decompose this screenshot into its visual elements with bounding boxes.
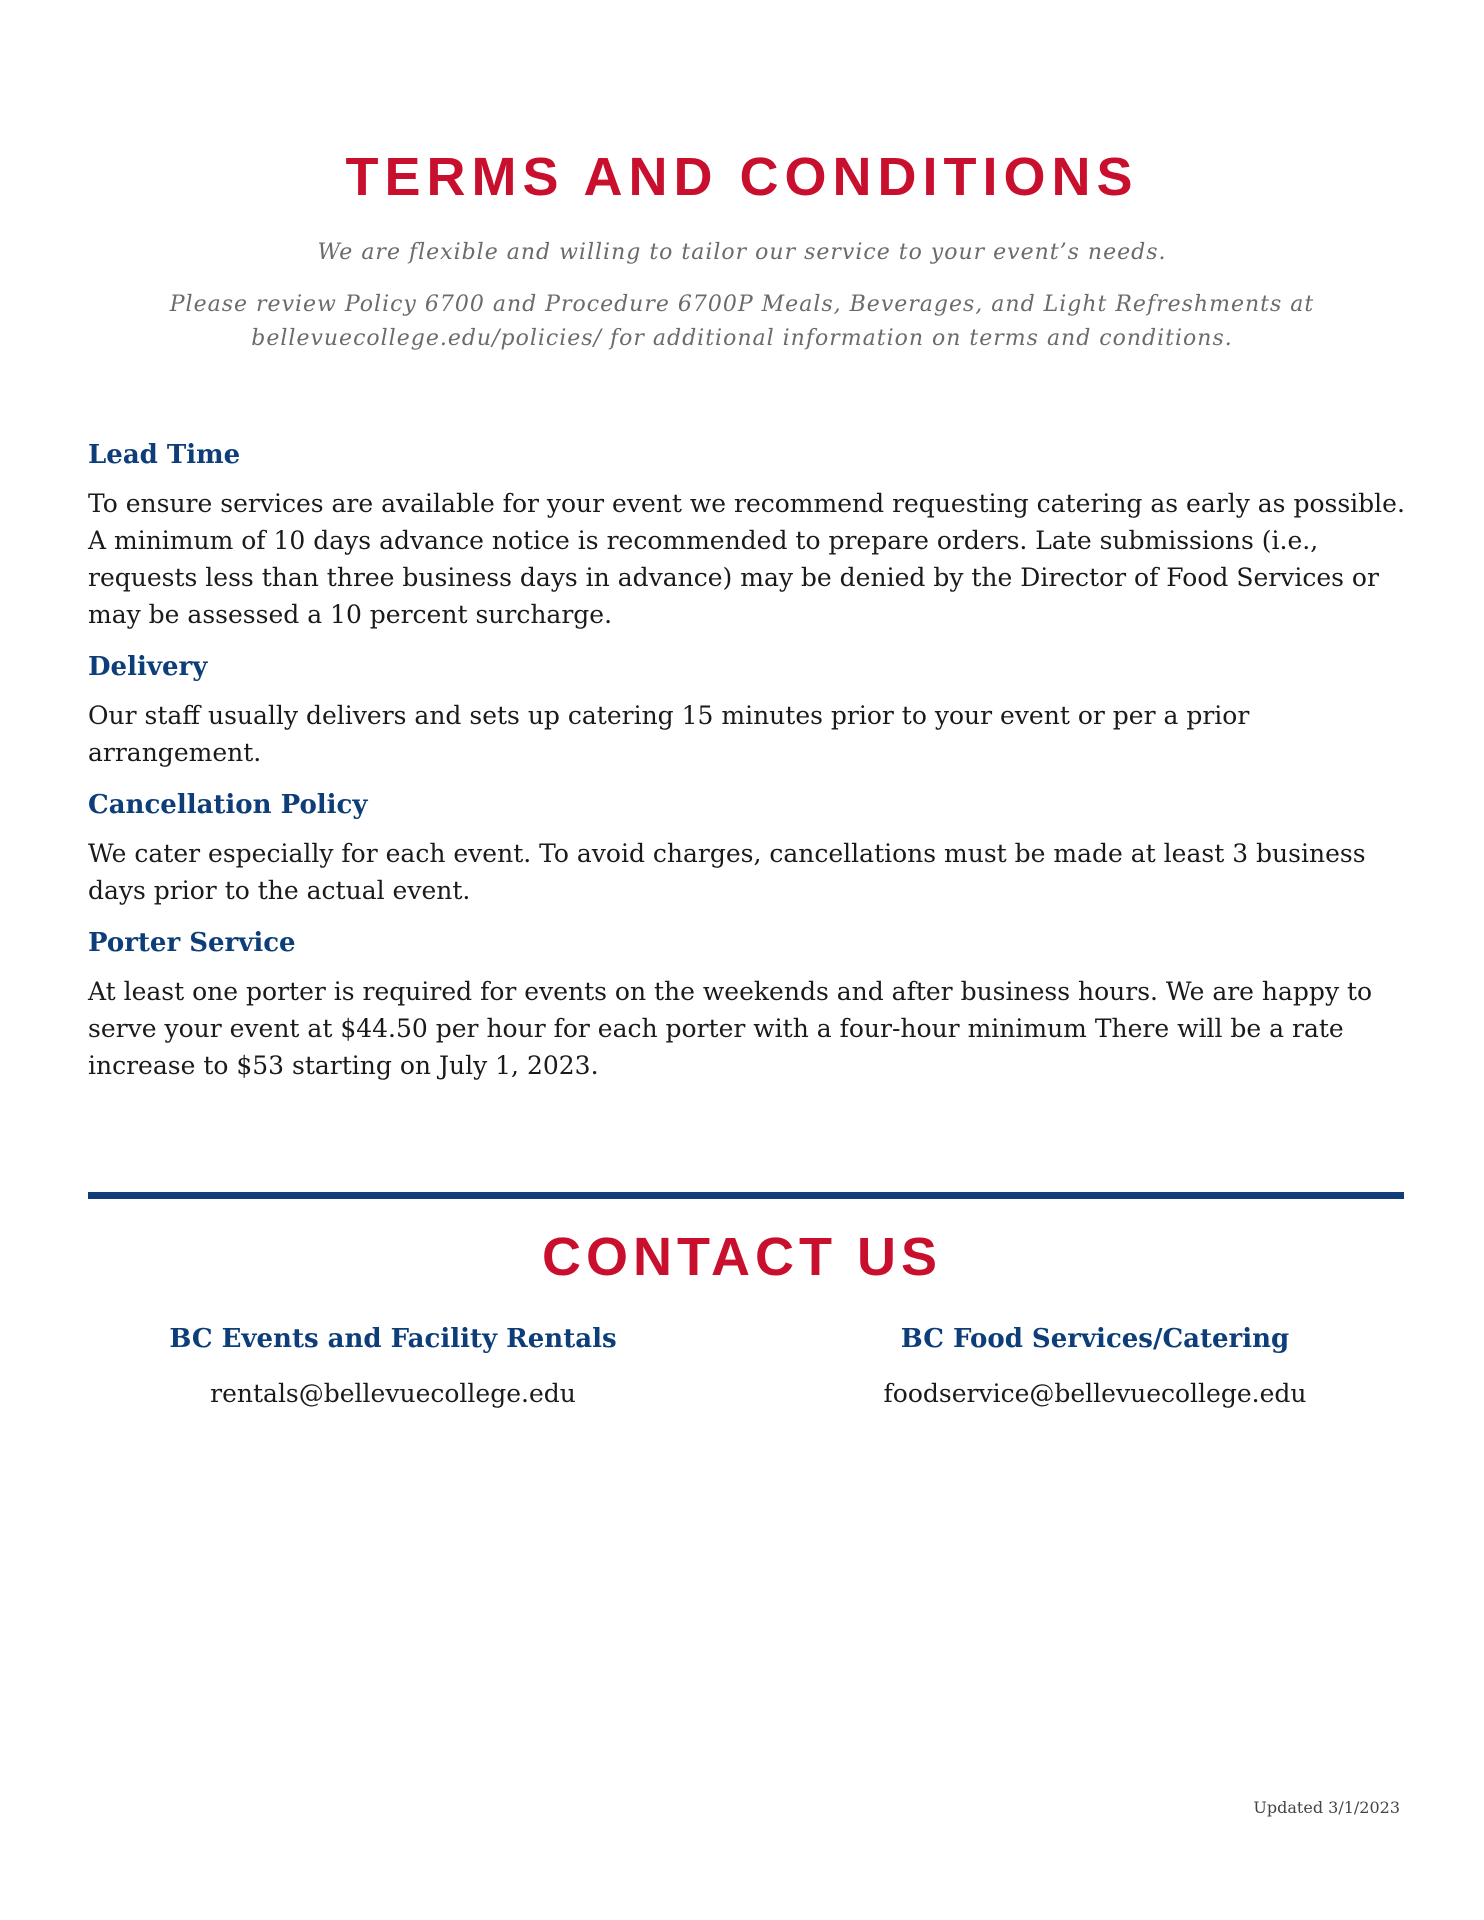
section-heading-porter-service: Porter Service (88, 928, 296, 958)
section-body-lead-time: To ensure services are available for your event we recommend requesting catering as early as possible. A minimum of 10 days advance notice is recommended to prepare orders. Late submissions (i.e., requests less than three business days in advance) may be denied by the Director of Food Services or may be assessed a 10 percent surcharge. (88, 489, 1405, 629)
section-heading-lead-time: Lead Time (88, 440, 241, 470)
contact-email-link[interactable]: foodservice@bellevuecollege.edu (883, 1379, 1307, 1408)
section-body-cancellation-policy: We cater especially for each event. To avoid charges, cancellations must be made at least 3 business days prior to the actual event. (88, 839, 1366, 905)
section-divider (88, 1192, 1404, 1199)
policy-note: Please review Policy 6700 and Procedure 6700P Meals, Beverages, and Light Refreshments at bellevuecollege.edu/policies/ for additional information on terms and conditions. (169, 292, 1315, 351)
contact-events-rentals (113, 1318, 673, 1414)
contact-title: CONTACT US (542, 1227, 942, 1287)
section-heading-cancellation-policy: Cancellation Policy (88, 790, 368, 820)
section-body-porter-service: At least one porter is required for events on the weekends and after business hours. We are happy to serve your event at $44.50 per hour for each porter with a four-hour minimum There will be a rate increase to $53 starting on July 1, 2023. (88, 977, 1373, 1080)
intro-block (110, 236, 1374, 356)
page-title: TERMS AND CONDITIONS (345, 147, 1139, 207)
contact-food-services (815, 1318, 1375, 1414)
terms-sections (88, 433, 1408, 1096)
section-body-delivery: Our staff usually delivers and sets up catering 15 minutes prior to your event or per a prior arrangement. (88, 701, 1250, 767)
updated-date: Updated 3/1/2023 (1253, 1798, 1400, 1817)
contact-email-link[interactable]: rentals@bellevuecollege.edu (210, 1379, 576, 1408)
contact-name: BC Food Services/Catering (900, 1324, 1290, 1354)
contact-name: BC Events and Facility Rentals (169, 1324, 617, 1354)
intro-subtitle: We are flexible and willing to tailor our service to your event’s needs. (317, 240, 1167, 265)
section-heading-delivery: Delivery (88, 652, 208, 682)
